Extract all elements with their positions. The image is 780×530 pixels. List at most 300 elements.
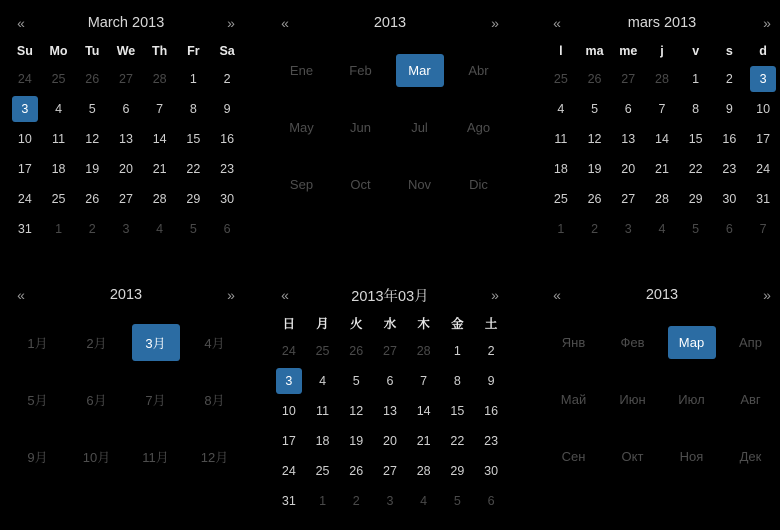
month-cell[interactable]: [603, 428, 662, 485]
next-arrow-icon[interactable]: »: [227, 287, 235, 303]
weekday-label: We: [116, 44, 136, 58]
day-cell[interactable]: [373, 336, 407, 366]
day-cell[interactable]: [679, 64, 713, 94]
day-number: 5: [352, 374, 360, 388]
day-number: 10: [17, 132, 32, 146]
day-number: 2: [591, 222, 599, 236]
day-number: 5: [88, 102, 96, 116]
day-cell[interactable]: [306, 396, 340, 426]
day-cell[interactable]: [143, 154, 177, 184]
day-cell[interactable]: [272, 426, 306, 456]
day-cell[interactable]: [109, 214, 143, 244]
day-number: 15: [450, 404, 465, 418]
day-cell[interactable]: [611, 94, 645, 124]
day-cell[interactable]: [373, 426, 407, 456]
next-arrow-icon[interactable]: »: [491, 287, 499, 303]
day-cell[interactable]: [8, 184, 42, 214]
day-cell[interactable]: [544, 214, 578, 244]
day-number: 3: [122, 222, 130, 236]
day-cell[interactable]: [42, 64, 76, 94]
day-number: 6: [624, 102, 632, 116]
day-number: 17: [281, 434, 296, 448]
day-cell[interactable]: [578, 214, 612, 244]
month-cell[interactable]: [331, 42, 390, 99]
day-number: 7: [156, 102, 164, 116]
day-cell[interactable]: [339, 336, 373, 366]
month-cell[interactable]: [126, 428, 185, 485]
month-cell[interactable]: [8, 371, 67, 428]
month-cell[interactable]: [8, 314, 67, 371]
day-cell[interactable]: [143, 64, 177, 94]
day-number: 24: [17, 192, 32, 206]
day-cell[interactable]: [272, 396, 306, 426]
day-number: 5: [189, 222, 197, 236]
day-cell[interactable]: [42, 184, 76, 214]
day-cell[interactable]: [373, 456, 407, 486]
day-cell[interactable]: [407, 426, 441, 456]
month-label: 8月: [204, 393, 225, 408]
month-row: [8, 428, 244, 485]
day-number: 9: [725, 102, 733, 116]
day-cell[interactable]: [210, 214, 244, 244]
day-number: 26: [349, 464, 364, 478]
day-cell[interactable]: [306, 456, 340, 486]
month-label: 2月: [86, 336, 107, 351]
day-number: 10: [281, 404, 296, 418]
day-cell[interactable]: [177, 184, 211, 214]
day-cell[interactable]: [42, 214, 76, 244]
calendar-fr-days[interactable]: [544, 8, 780, 244]
day-cell[interactable]: [210, 154, 244, 184]
day-number: 2: [725, 72, 733, 86]
day-cell[interactable]: [645, 124, 679, 154]
prev-arrow-icon[interactable]: «: [281, 287, 289, 303]
day-cell[interactable]: [210, 184, 244, 214]
day-number: 7: [658, 102, 666, 116]
weekday-label: Tu: [85, 44, 100, 58]
week-row: [272, 456, 508, 486]
day-cell[interactable]: [177, 94, 211, 124]
month-cell[interactable]: [272, 42, 331, 99]
day-number: 28: [152, 192, 167, 206]
calendar-zh-months[interactable]: [8, 280, 244, 485]
month-cell[interactable]: [662, 371, 721, 428]
day-cell[interactable]: [679, 214, 713, 244]
calendar-title[interactable]: March 2013: [87, 15, 165, 31]
day-number: 11: [52, 132, 66, 146]
day-cell[interactable]: [109, 184, 143, 214]
weekday-header-row: [544, 38, 780, 64]
month-cell[interactable]: [126, 371, 185, 428]
day-number: 28: [655, 72, 669, 86]
day-cell[interactable]: [210, 124, 244, 154]
day-number: 3: [12, 96, 38, 122]
day-number: 4: [557, 102, 565, 116]
weekday-label: Fr: [187, 44, 200, 58]
day-cell[interactable]: [306, 426, 340, 456]
day-cell[interactable]: [109, 124, 143, 154]
day-cell[interactable]: [75, 124, 109, 154]
month-cell[interactable]: [449, 156, 508, 213]
day-number: 20: [119, 162, 133, 176]
day-number: 26: [349, 344, 364, 358]
day-number: 19: [85, 162, 100, 176]
month-cell[interactable]: [721, 371, 780, 428]
month-label: Апр: [739, 335, 762, 350]
day-cell[interactable]: [474, 486, 508, 516]
month-row: [544, 371, 780, 428]
day-cell[interactable]: [441, 396, 475, 426]
day-cell[interactable]: [679, 124, 713, 154]
day-cell[interactable]: [143, 94, 177, 124]
day-cell[interactable]: [8, 94, 42, 124]
day-number: 15: [688, 132, 703, 146]
month-label: Сен: [561, 449, 586, 464]
day-number: 16: [484, 404, 499, 418]
day-cell[interactable]: [407, 366, 441, 396]
month-row: [272, 99, 508, 156]
day-number: 6: [487, 494, 495, 508]
day-cell[interactable]: [75, 64, 109, 94]
day-cell[interactable]: [339, 486, 373, 516]
month-label: Дек: [739, 449, 762, 464]
day-cell[interactable]: [339, 366, 373, 396]
month-label: Oct: [350, 177, 371, 192]
month-label: Май: [560, 392, 587, 407]
weekday-label: Su: [16, 44, 33, 58]
month-label: Nov: [407, 177, 432, 192]
month-cell[interactable]: [185, 428, 244, 485]
day-number: 25: [553, 72, 568, 86]
day-number: 18: [51, 162, 66, 176]
day-number: 9: [223, 102, 231, 116]
week-row: [272, 336, 508, 366]
day-number: 2: [223, 72, 231, 86]
day-cell[interactable]: [679, 154, 713, 184]
day-number: 1: [189, 72, 197, 86]
day-cell[interactable]: [611, 124, 645, 154]
day-cell[interactable]: [713, 214, 747, 244]
day-cell[interactable]: [373, 396, 407, 426]
calendar-title[interactable]: 2013: [645, 287, 679, 303]
day-number: 25: [553, 192, 568, 206]
day-cell[interactable]: [306, 366, 340, 396]
day-cell[interactable]: [42, 124, 76, 154]
day-cell[interactable]: [407, 336, 441, 366]
day-cell[interactable]: [474, 336, 508, 366]
day-cell[interactable]: [8, 154, 42, 184]
day-cell[interactable]: [407, 456, 441, 486]
calendar-title[interactable]: mars 2013: [627, 15, 697, 31]
month-cell[interactable]: [8, 428, 67, 485]
day-cell[interactable]: [441, 336, 475, 366]
day-cell[interactable]: [272, 336, 306, 366]
day-cell[interactable]: [177, 214, 211, 244]
day-cell[interactable]: [8, 64, 42, 94]
day-number: 1: [692, 72, 700, 86]
month-cell[interactable]: [331, 99, 390, 156]
weekday-label: Th: [152, 44, 168, 58]
month-label: Feb: [349, 63, 372, 78]
day-number: 26: [587, 72, 602, 86]
day-cell[interactable]: [645, 64, 679, 94]
day-cell[interactable]: [544, 94, 578, 124]
month-label: 4月: [204, 336, 225, 351]
week-row: [272, 486, 508, 516]
day-cell[interactable]: [474, 396, 508, 426]
month-grid: [272, 42, 508, 213]
day-cell[interactable]: [441, 456, 475, 486]
day-cell[interactable]: [143, 124, 177, 154]
next-arrow-icon[interactable]: »: [763, 287, 771, 303]
week-row: [272, 396, 508, 426]
day-cell[interactable]: [109, 94, 143, 124]
calendar-title[interactable]: 2013: [109, 287, 143, 303]
day-cell[interactable]: [645, 184, 679, 214]
day-cell[interactable]: [373, 486, 407, 516]
calendar-header: [544, 8, 780, 38]
weekday-label: l: [559, 44, 563, 58]
month-label: May: [289, 120, 314, 135]
prev-arrow-icon[interactable]: «: [553, 15, 561, 31]
calendar-header: [8, 280, 244, 310]
day-cell[interactable]: [210, 64, 244, 94]
month-label: Jun: [350, 120, 371, 135]
day-number: 21: [416, 434, 431, 448]
calendar-ru-months[interactable]: [544, 280, 780, 485]
day-cell[interactable]: [746, 214, 780, 244]
day-number: 20: [383, 434, 397, 448]
calendar-es-months[interactable]: [272, 8, 508, 213]
day-cell[interactable]: [210, 94, 244, 124]
day-cell[interactable]: [713, 64, 747, 94]
day-cell[interactable]: [578, 64, 612, 94]
day-number: 27: [119, 192, 133, 206]
day-number: 26: [85, 72, 100, 86]
day-cell[interactable]: [713, 94, 747, 124]
month-cell[interactable]: [272, 156, 331, 213]
calendar-title[interactable]: 2013: [373, 15, 407, 31]
month-cell[interactable]: [603, 314, 662, 371]
day-cell[interactable]: [611, 184, 645, 214]
day-number: 3: [276, 368, 302, 394]
prev-arrow-icon[interactable]: «: [553, 287, 561, 303]
day-number: 2: [487, 344, 495, 358]
day-cell[interactable]: [611, 214, 645, 244]
day-cell[interactable]: [578, 154, 612, 184]
month-cell[interactable]: [449, 99, 508, 156]
day-number: 28: [416, 464, 431, 478]
day-number: 4: [55, 102, 63, 116]
day-cell[interactable]: [407, 396, 441, 426]
day-number: 31: [17, 222, 32, 236]
day-cell[interactable]: [679, 184, 713, 214]
next-arrow-icon[interactable]: »: [763, 15, 771, 31]
day-cell[interactable]: [8, 214, 42, 244]
day-number: 20: [621, 162, 636, 176]
day-cell[interactable]: [474, 456, 508, 486]
day-cell[interactable]: [544, 124, 578, 154]
next-arrow-icon[interactable]: »: [491, 15, 499, 31]
day-cell[interactable]: [75, 94, 109, 124]
day-cell[interactable]: [75, 154, 109, 184]
prev-arrow-icon[interactable]: «: [17, 15, 25, 31]
day-number: 25: [51, 192, 66, 206]
month-label: 1月: [27, 336, 48, 351]
day-number: 8: [692, 102, 700, 116]
day-number: 1: [557, 222, 565, 236]
month-cell[interactable]: [721, 314, 780, 371]
month-cell[interactable]: [544, 314, 603, 371]
day-cell[interactable]: [177, 124, 211, 154]
month-cell[interactable]: [67, 371, 126, 428]
day-cell[interactable]: [441, 486, 475, 516]
day-cell[interactable]: [611, 154, 645, 184]
month-cell[interactable]: [544, 428, 603, 485]
day-number: 28: [416, 344, 431, 358]
day-cell[interactable]: [339, 396, 373, 426]
day-number: 13: [621, 132, 636, 146]
day-cell[interactable]: [8, 124, 42, 154]
day-cell[interactable]: [578, 124, 612, 154]
week-row: [8, 64, 244, 94]
month-cell[interactable]: [67, 314, 126, 371]
day-number: 7: [759, 222, 767, 236]
day-number: 18: [553, 162, 568, 176]
day-cell[interactable]: [544, 154, 578, 184]
calendar-en-days[interactable]: [8, 8, 244, 244]
day-cell[interactable]: [611, 64, 645, 94]
day-cell[interactable]: [441, 366, 475, 396]
calendar-header: [8, 8, 244, 38]
day-cell[interactable]: [272, 366, 306, 396]
day-number: 21: [152, 162, 167, 176]
day-cell[interactable]: [407, 486, 441, 516]
month-label: 5月: [27, 393, 48, 408]
day-number: 4: [420, 494, 428, 508]
month-cell[interactable]: [390, 156, 449, 213]
day-cell[interactable]: [109, 154, 143, 184]
day-cell[interactable]: [746, 184, 780, 214]
month-cell[interactable]: [331, 156, 390, 213]
day-number: 19: [587, 162, 602, 176]
month-cell[interactable]: [603, 371, 662, 428]
weekday-label: s: [725, 44, 733, 58]
month-label: 9月: [27, 450, 48, 465]
next-arrow-icon[interactable]: »: [227, 15, 235, 31]
prev-arrow-icon[interactable]: «: [281, 15, 289, 31]
day-cell[interactable]: [746, 64, 780, 94]
day-cell[interactable]: [645, 214, 679, 244]
week-row: [544, 94, 780, 124]
day-cell[interactable]: [746, 154, 780, 184]
day-cell[interactable]: [177, 64, 211, 94]
day-cell[interactable]: [75, 214, 109, 244]
day-number: 8: [453, 374, 461, 388]
day-number: 7: [420, 374, 428, 388]
calendar-header: [544, 280, 780, 310]
month-cell[interactable]: [449, 42, 508, 99]
day-number: 24: [281, 464, 296, 478]
month-cell[interactable]: [185, 314, 244, 371]
day-number: 15: [186, 132, 201, 146]
day-grid: [8, 38, 244, 244]
month-cell[interactable]: [67, 428, 126, 485]
day-cell[interactable]: [544, 184, 578, 214]
day-cell[interactable]: [746, 124, 780, 154]
month-cell[interactable]: [721, 428, 780, 485]
day-cell[interactable]: [339, 426, 373, 456]
day-cell[interactable]: [143, 184, 177, 214]
weekday-label: d: [759, 44, 767, 58]
week-row: [544, 214, 780, 244]
day-cell[interactable]: [109, 64, 143, 94]
month-label: Ago: [466, 120, 491, 135]
day-cell[interactable]: [713, 184, 747, 214]
day-cell[interactable]: [713, 124, 747, 154]
month-cell[interactable]: [544, 371, 603, 428]
day-cell[interactable]: [441, 426, 475, 456]
day-cell[interactable]: [272, 486, 306, 516]
day-number: 14: [655, 132, 669, 146]
day-number: 23: [220, 162, 235, 176]
month-cell[interactable]: [390, 99, 449, 156]
weekday-label: Mo: [49, 44, 68, 58]
month-cell[interactable]: [185, 371, 244, 428]
calendar-ja-days[interactable]: [272, 280, 508, 516]
day-cell[interactable]: [373, 366, 407, 396]
calendar-title[interactable]: 2013年03月: [351, 288, 429, 305]
day-cell[interactable]: [272, 456, 306, 486]
prev-arrow-icon[interactable]: «: [17, 287, 25, 303]
day-cell[interactable]: [143, 214, 177, 244]
day-cell[interactable]: [544, 64, 578, 94]
day-cell[interactable]: [177, 154, 211, 184]
day-cell[interactable]: [645, 154, 679, 184]
month-cell[interactable]: [662, 428, 721, 485]
day-cell[interactable]: [306, 486, 340, 516]
day-number: 5: [453, 494, 461, 508]
month-cell[interactable]: [662, 314, 721, 371]
day-cell[interactable]: [42, 94, 76, 124]
day-cell[interactable]: [713, 154, 747, 184]
month-label: Янв: [561, 335, 586, 350]
day-number: 4: [658, 222, 666, 236]
day-cell[interactable]: [42, 154, 76, 184]
month-cell[interactable]: [390, 42, 449, 99]
day-number: 6: [223, 222, 231, 236]
month-label: 10月: [82, 450, 111, 465]
day-number: 27: [621, 192, 636, 206]
day-cell[interactable]: [578, 94, 612, 124]
month-cell[interactable]: [126, 314, 185, 371]
day-cell[interactable]: [474, 426, 508, 456]
day-cell[interactable]: [578, 184, 612, 214]
day-number: 1: [453, 344, 461, 358]
day-cell[interactable]: [339, 456, 373, 486]
day-cell[interactable]: [746, 94, 780, 124]
day-cell[interactable]: [75, 184, 109, 214]
day-number: 26: [85, 192, 100, 206]
day-cell[interactable]: [306, 336, 340, 366]
day-cell[interactable]: [645, 94, 679, 124]
day-number: 17: [756, 132, 771, 146]
day-cell[interactable]: [474, 366, 508, 396]
month-row: [8, 314, 244, 371]
weekday-label: 水: [383, 317, 397, 331]
day-cell[interactable]: [679, 94, 713, 124]
month-cell[interactable]: [272, 99, 331, 156]
